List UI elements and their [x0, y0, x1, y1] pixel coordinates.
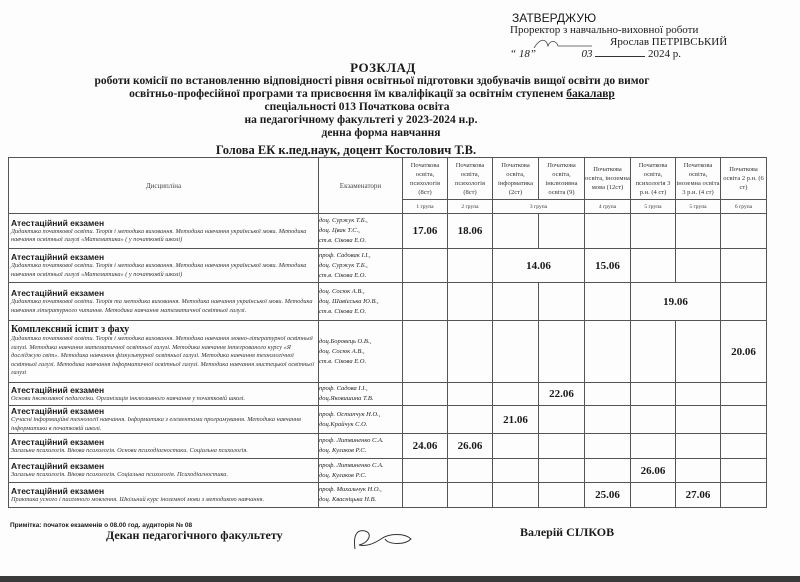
examiner: доц. Кулаков Р.С. — [319, 471, 367, 479]
exam-date — [493, 383, 539, 406]
exam-date: 27.06 — [676, 483, 721, 508]
exam-date — [539, 214, 585, 249]
examiners-cell — [319, 459, 403, 483]
discipline-cell — [9, 483, 319, 508]
exam-date — [721, 283, 767, 321]
exam-date — [403, 321, 448, 383]
group-label: 2 група — [448, 200, 493, 214]
examiners-cell — [319, 434, 403, 459]
exam-date — [448, 249, 493, 283]
group-label: 6 група — [721, 200, 767, 214]
exam-date — [721, 249, 767, 283]
exam-date: 19.06 — [631, 283, 721, 321]
line2-text: освітньо-професійної програми та присвоєння їм кваліфікації за освітнім ступенем — [129, 88, 567, 100]
exam-date — [539, 283, 585, 321]
exam-date: 15.06 — [585, 249, 631, 283]
col-header-program: Початкова освіта, психологія 3 р.н. (4 ст) — [631, 158, 676, 200]
examiner: проф. Садова І.І., — [319, 385, 368, 392]
exam-type: Атестаційний екзамен — [11, 384, 105, 395]
examiner: проф. Садовак І.І., — [319, 251, 371, 259]
examiner: доц. Сосюк А.В., — [319, 287, 365, 295]
table-row — [9, 214, 767, 249]
exam-subjects: Сучасні інформаційні технології навчання. Інформатика з елементами програмування. Методика навчання інформатики в початковій школі. — [11, 416, 301, 432]
exam-type: Атестаційний екзамен — [11, 406, 105, 416]
exam-date: 18.06 — [448, 214, 493, 249]
table-header-row — [9, 158, 767, 200]
exam-date: 25.06 — [585, 483, 631, 508]
col-header-program: Початкова освіта, інформатика (2ст) — [493, 158, 539, 200]
examiners-cell — [319, 249, 403, 283]
exam-date — [403, 483, 448, 508]
footer-note: Примітка: початок екзаменів о 08.00 год. аудиторія № 08 — [10, 522, 193, 529]
exam-date — [585, 459, 631, 483]
exam-date — [676, 459, 721, 483]
col-header-program: Початкова освіта, психологія (8ст) — [448, 158, 493, 200]
exam-subjects: Дидактика початкової освіти. Теорія та методика виховання. Методика навчання української мови. Методика навчання літературного читання. Методика навчання математичної освітньої галузі. — [11, 298, 313, 314]
dean-name: Валерій СІЛКОВ — [520, 525, 615, 539]
approval-name: Ярослав ПЕТРІВСЬКИЙ — [610, 36, 728, 48]
exam-type: Атестаційний екзамен — [11, 217, 105, 228]
signature-icon — [345, 525, 435, 553]
exam-date: 14.06 — [493, 249, 585, 283]
table-row — [9, 434, 767, 459]
examiners-cell — [319, 383, 403, 406]
exam-subjects: Дидактика початкової освіти. Теорія і методика виховання. Методика навчання української мови. Методика навчання освітньої галузі «Математика» ( у початковій школі) — [11, 262, 307, 278]
discipline-cell — [9, 434, 319, 459]
table-row — [9, 321, 767, 383]
exam-date — [448, 483, 493, 508]
examiners-cell — [319, 483, 403, 508]
exam-type: Атестаційний екзамен — [11, 252, 105, 262]
exam-date — [493, 283, 539, 321]
exam-date — [403, 459, 448, 483]
exam-date — [539, 459, 585, 483]
exam-date — [448, 383, 493, 406]
exam-date — [585, 383, 631, 406]
col-header-examiners: Екзаменатори — [319, 158, 403, 214]
exam-type: Атестаційний екзамен — [11, 436, 105, 447]
exam-type: Атестаційний екзамен — [11, 288, 105, 298]
exam-date — [631, 406, 676, 434]
discipline-cell — [9, 406, 319, 434]
examiner: доц. Суржук Т.Б., — [319, 217, 368, 224]
exam-date — [631, 434, 676, 459]
exam-date — [403, 383, 448, 406]
approval-position: Проректор з навчально-виховної роботи — [510, 24, 699, 36]
examiner: доц.Боровець О.В., — [319, 337, 372, 345]
examiner: проф. Михальчук Н.О., — [319, 486, 382, 493]
scan-edge — [0, 576, 800, 582]
exam-date — [676, 321, 721, 383]
exam-date — [539, 321, 585, 383]
exam-subjects: Дидактика початкової освіти. Теорія і методика виховання. Методика навчання української мови. Методика навчання освітньої галузі «Математика» ( у початковій школі) — [11, 227, 307, 243]
exam-subjects: Загальна психологія. Вікова психологія. Соціальна психологія. Психодіагностика. — [11, 471, 229, 479]
exam-date: 17.06 — [403, 214, 448, 249]
col-header-discipline: Дисципліна — [9, 158, 319, 214]
discipline-cell — [9, 321, 319, 383]
discipline-cell — [9, 249, 319, 283]
exam-type: Атестаційний екзамен — [11, 485, 105, 496]
commission-chair: Голова ЕК к.пед.наук, доцент Костолович Т.В. — [215, 143, 477, 157]
exam-date — [631, 249, 676, 283]
exam-date — [448, 406, 493, 434]
examiner: доц. Кулаков Р.С. — [319, 447, 367, 454]
examiners-cell — [319, 214, 403, 249]
col-header-program: Початкова освіта, інклюзивна освіта (9) — [539, 158, 585, 200]
exam-date — [631, 483, 676, 508]
examiner: ст.в. Сікова Е.О. — [319, 307, 367, 315]
exam-date — [403, 406, 448, 434]
exam-date — [539, 434, 585, 459]
exam-date — [721, 406, 767, 434]
discipline-cell — [9, 383, 319, 406]
exam-type: Комплексний іспит з фаху — [11, 324, 130, 336]
exam-date: 20.06 — [721, 321, 767, 383]
examiner: доц. Квасніцька Н.В. — [319, 496, 377, 503]
examiner: ст.в. Сікова Е.О. — [319, 271, 367, 279]
group-label: 5 група — [631, 200, 676, 214]
examiner: доц.Крайчук С.О. — [319, 420, 368, 428]
exam-date — [448, 459, 493, 483]
exam-type: Атестаційний екзамен — [11, 461, 105, 472]
examiner: проф. Литвиненко С.А. — [319, 461, 384, 469]
exam-date — [539, 406, 585, 434]
exam-subjects: Дидактика початкової освіти. Теорія і методика виховання. Методика навчання мовно-літературної освітньої галузі. Методика навчання математичної освітньої галузі. Методика навчання інтегрованого курсу «Я досліджую світ». Методика навчання фізкультурної освітньої галузі. Методика навчання технологічної освітньої галузі. Методика навчання інформатичної освітньої галузі. Методика навчання мистецької освітньої галузі — [11, 335, 315, 377]
discipline-cell — [9, 283, 319, 321]
col-header-program: Початкова освіта, психологія (8ст) — [403, 158, 448, 200]
exam-date: 21.06 — [493, 406, 539, 434]
table-row — [9, 406, 767, 434]
doc-subtitle-line1: роботи комісії по встановленню відповідності рівня освітньої підготовки здобувачів вищої освіти до вимог — [94, 75, 650, 87]
exam-subjects: Практика усного і писемного мовлення. Шкільний курс іноземної мови з методикою навчання. — [11, 495, 265, 503]
examiner: доц. Суржук Т.Б., — [319, 261, 368, 269]
exam-date — [676, 383, 721, 406]
exam-subjects: Загальна психологія. Вікова психологія. Основи психодіагностики. Соціальна психологія. — [11, 446, 248, 454]
approval-block — [510, 12, 727, 60]
exam-date — [676, 249, 721, 283]
examiner: доц. Цвак Т.С., — [319, 227, 360, 234]
examiner: доц.Яковишина Т.В. — [319, 395, 374, 402]
doc-subtitle-line5: денна форма навчання — [321, 127, 441, 139]
exam-subjects: Основи інклюзивної педагогіки. Організація інклюзивного навчання у початковій школі. — [11, 394, 246, 402]
exam-date — [585, 283, 631, 321]
examiner: доц. Сосюк А.В., — [319, 347, 365, 355]
exam-date — [493, 214, 539, 249]
examiners-cell — [319, 406, 403, 434]
group-label: 3 група — [493, 200, 585, 214]
exam-date — [676, 406, 721, 434]
exam-date — [585, 321, 631, 383]
col-header-program: Початкова освіта, іноземна мова (12ст) — [585, 158, 631, 200]
exam-date — [585, 406, 631, 434]
examiner: проф. Литвиненко С.А. — [319, 437, 384, 444]
exam-date — [631, 321, 676, 383]
group-label: 1 група — [403, 200, 448, 214]
approval-date-year: 2024 р. — [648, 48, 681, 60]
table-row — [9, 249, 767, 283]
signature-icon — [532, 36, 602, 50]
examiner: ст.в. Сікова Е.О. — [319, 357, 367, 365]
exam-date — [676, 434, 721, 459]
doc-subtitle-line2 — [0, 88, 772, 100]
discipline-cell — [9, 214, 319, 249]
examiners-cell — [319, 283, 403, 321]
exam-date — [493, 459, 539, 483]
exam-date — [448, 283, 493, 321]
exam-date: 24.06 — [403, 434, 448, 459]
table-row — [9, 283, 767, 321]
exam-date — [493, 321, 539, 383]
col-header-program: Початкова освіта 2 р.н. (6 ст) — [721, 158, 767, 200]
table-row — [9, 459, 767, 483]
exam-date — [721, 383, 767, 406]
exam-date — [631, 383, 676, 406]
schedule-table — [8, 157, 767, 508]
exam-date: 22.06 — [539, 383, 585, 406]
dean-title: Декан педагогічного факультету — [106, 528, 283, 542]
group-label: 4 група — [585, 200, 631, 214]
discipline-cell — [9, 459, 319, 483]
approval-stamp: ЗАТВЕРДЖУЮ — [512, 11, 597, 25]
doc-title: РОЗКЛАД — [350, 60, 416, 75]
exam-date: 26.06 — [631, 459, 676, 483]
approval-date-day: “ 18” — [510, 48, 536, 60]
doc-subtitle-line3: спеціальності 013 Початкова освіта — [264, 101, 450, 113]
doc-subtitle-line4: на педагогічному факультеті у 2023-2024 н.р. — [244, 114, 478, 126]
degree: бакалавр — [566, 88, 615, 100]
exam-date — [403, 249, 448, 283]
exam-date — [631, 214, 676, 249]
examiners-cell — [319, 321, 403, 383]
col-header-program: Початкова освіта, іноземна освіта 3 р.н. (4 ст) — [676, 158, 721, 200]
exam-date — [585, 214, 631, 249]
group-label: 5 група — [676, 200, 721, 214]
exam-date — [493, 434, 539, 459]
examiner: проф. Остапчук Н.О., — [319, 410, 381, 418]
exam-date — [493, 483, 539, 508]
examiner: доц. Шавієська Ю.В., — [319, 297, 379, 305]
exam-date — [539, 483, 585, 508]
approval-date-month: 03 — [581, 48, 593, 60]
examiner: ст.в. Сікова Е.О. — [319, 237, 367, 244]
exam-date — [721, 483, 767, 508]
exam-date — [721, 434, 767, 459]
exam-date — [676, 214, 721, 249]
table-row — [9, 483, 767, 508]
exam-date: 26.06 — [448, 434, 493, 459]
exam-date — [721, 214, 767, 249]
exam-date — [721, 459, 767, 483]
exam-date — [448, 321, 493, 383]
exam-date — [585, 434, 631, 459]
exam-date — [403, 283, 448, 321]
table-row — [9, 383, 767, 406]
